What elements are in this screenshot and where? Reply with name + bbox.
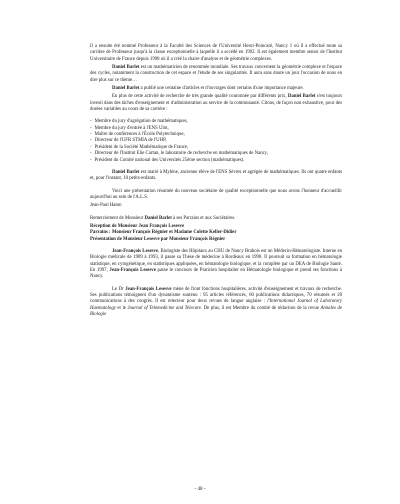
section-heading-sponsors: Parrains : Monsieur François Régnier et Madame Colette Keller-Didier [90, 230, 237, 236]
person-name: Jean-François Lesesve [109, 267, 156, 273]
person-name: Daniel Barlet [112, 86, 140, 92]
paragraph-service [90, 94, 342, 113]
paragraph-text: Remerciement de Monsieur [90, 215, 145, 221]
list-item: - Président de la Société Mathématique de France, [90, 144, 189, 150]
paragraph-appointment: Il a ensuite été nommé Professeur à la Faculté des Sciences de l'Université Henri-Poincaré, Nancy 1 où il a effectué toute sa carrière de Professeur jusqu'à la classe exceptionnelle à laquelle il a accédé en 1992. Il est également membre senior de l'Institut Universitaire de France depuis 1998 où il a créé la chaire d'analyse et de géométrie complexes. [90, 44, 342, 62]
list-item-text: Membre du jury d'agrégation de mathématiques, [94, 119, 188, 125]
list-item-text: Maître de conférences à l'École Polytechnique, [94, 132, 185, 138]
paragraph-text: Le Dr [112, 286, 126, 292]
paragraph-text: passe le concours de Praticien hospitalier en Hématologie biologique et prend ses fonctions à Nancy. [90, 267, 342, 280]
paragraph-text: s'est toujours investi dans des tâches d'enseignement et d'administration au service de la communauté. Citons, de façon non exhaustive, pour des durées variables au cours de sa carrière : [90, 94, 343, 113]
list-item-text: Directeur de l'UFR STMIA de l'UHP, [94, 138, 167, 144]
page-number: - 48 - [194, 487, 206, 492]
list-item: - Membre du jury d'entrée à l'ENS Ulm, [90, 125, 169, 131]
list-item-text: Président de la Société Mathématique de France, [94, 144, 189, 150]
paragraph-thanks [90, 216, 342, 222]
list-item-text: Président du Comité national des Universités 25ème section (mathématiques). [94, 157, 245, 163]
list-item: - Maître de conférences à l'École Polytechnique, [90, 132, 185, 138]
list-item-text: Membre du jury d'entrée à l'ENS Ulm, [94, 125, 169, 131]
paragraph-family [90, 170, 342, 183]
paragraph-text: , Biologiste des Hôpitaux au CHU de Nancy Brabois est un Médecin-Hématologiste. Interne en Biologie médicale de 1989 à 1993, il passe sa Thèse de médecine à Bordeaux en 1990. Il poursuit sa formation en hématologie statistique, en cytogénétique, en statistiques appliquées, en hématologie biologique, et la complète par un DEA de Biologie Santé. En 1997, [90, 248, 343, 273]
list-item: - Directeur de l'Institut Elie Cartan, le laboratoire de recherche en mathématiques de Nancy, [90, 151, 269, 157]
person-name: Daniel Barlet [112, 65, 140, 71]
person-name: Daniel Barlet [287, 94, 316, 100]
list-item: - Président du Comité national des Universités 25ème section (mathématiques). [90, 157, 245, 163]
paragraph-text: est un mathématicien de renommée mondiale. Ses travaux concernent la géométrie complexe et l'espace des cycles, notamment la construction de cet espace et l'étude de ses singularités. Il aura sans doute un jour l'occasion de nous en dire plus sur ce thème… [90, 65, 342, 83]
paragraph-text: En plus de cette activité de recherche de très grande qualité couronnée par différents prix, [112, 94, 288, 100]
list-item: - Membre du jury d'agrégation de mathématiques, [90, 119, 188, 125]
paragraph-publications [90, 86, 342, 92]
paragraph-text: à ses Parrains et aux Sociétaires. [171, 215, 236, 221]
paragraph-text: est marié à Mylène, ancienne élève de l'ENS Sèvres et agrégée de mathématiques. Ils ont quatre enfants et, pour l'instant, 10 petits-enfants. [90, 169, 342, 182]
paragraph-text: . De plus, il est Membre du comité de rédaction de la revue [200, 305, 321, 311]
duties-list [90, 119, 342, 163]
person-name: Daniel Barlet [144, 215, 172, 221]
section-heading-presentation: Présentation de Monsieur Lesesve par Monsieur François Régnier [90, 236, 226, 242]
signature: Jean-Paul Haton [90, 203, 122, 209]
paragraph-text: a publié une centaine d'articles et d'ouvrages dont certains d'une importance majeure. [139, 86, 304, 92]
paragraph-welcome: Voici une présentation résumée du nouveau sociétaire de qualité exceptionnelle que nous avons l'honneur d'accueillir aujourd'hui au sein de l'A.L.S. [90, 188, 342, 200]
paragraph-text: mène de front fonctions hospitalières, activité d'enseignement et travaux de recherche. Ses publications témoignent d'un dynamisme soutenu : 95 articles référencés, 60 publications didactiques, 70 résumés et 20 communications à des congrès. Il est relecteur pour deux revues de langue anglaise : [90, 286, 342, 305]
person-name: Jean-François Lesesve [125, 286, 172, 292]
paragraph-text: et le [115, 305, 128, 311]
person-name: Jean-François Lesesve [112, 248, 159, 254]
paragraph-career [90, 249, 342, 281]
paragraph-activities [90, 287, 342, 319]
list-item-text: Directeur de l'Institut Elie Cartan, le laboratoire de recherche en mathématiques de Nancy, [94, 151, 269, 157]
section-heading-reception: Réception de Monsieur Jean François Lesesve [90, 223, 185, 229]
journal-title: l'International Journal of Laboratory Haematology [90, 299, 343, 311]
person-name: Daniel Barlet [112, 169, 140, 175]
list-item: - Directeur de l'UFR STMIA de l'UHP, [90, 138, 167, 144]
journal-title: Annales de Biologie [90, 305, 343, 318]
journal-title: Journal of Telemedicine and Telecare [127, 305, 201, 311]
paragraph-research [90, 65, 342, 84]
